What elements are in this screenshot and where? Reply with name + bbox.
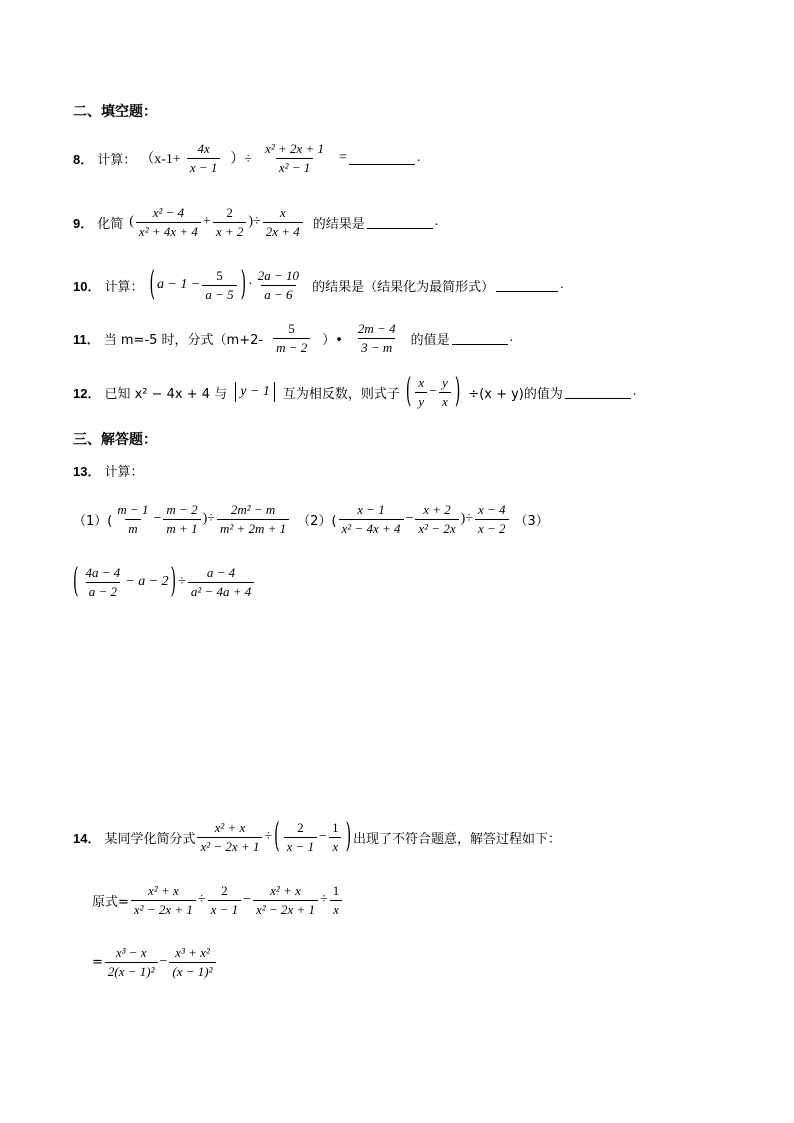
expr-text: )÷ (248, 214, 261, 229)
expr-text: 互为相反数，则式子 (282, 386, 400, 402)
fraction: $\frac{x}{2x + 4}$ (263, 204, 303, 241)
fraction: $\frac{y}{x}$ (439, 374, 451, 411)
fraction: $\frac{\text{x² − 4}}{\text{x² + 4x + 4}}$ (136, 204, 201, 241)
fraction: $\frac{1}{x}$ (329, 819, 342, 856)
expr-text: . (416, 150, 421, 165)
fraction: $\frac{4a - 4}{a - 2}$ (85, 564, 121, 599)
fraction: $\frac{\text{x² + x}}{\text{x² − 2x + 1}}$ (253, 882, 318, 919)
question-number: 9． (73, 215, 94, 231)
question-label: 计算： (104, 464, 144, 480)
fraction: $\frac{4x}{x - 1}$ (187, 140, 221, 177)
question-number: 11． (73, 331, 100, 347)
solution-label: = (92, 954, 103, 970)
answer-blank[interactable] (349, 163, 415, 165)
expr-text: . (509, 330, 514, 345)
question-tail: 的结果是 (312, 216, 365, 232)
question-tail: 的值是 (410, 332, 450, 348)
fraction: $\frac{2}{x - 1}$ (284, 819, 318, 856)
question-tail: 的结果是（结果化为最简形式） (312, 279, 495, 295)
part-label: （2）( (297, 513, 337, 529)
expr-text: + (202, 214, 211, 229)
fraction: $\frac{m - 2}{m + 1}$ (163, 501, 200, 538)
expr-text: ÷ (264, 829, 273, 844)
fraction: $\frac{2}{x + 2}$ (213, 204, 247, 241)
part-label: （1）( (73, 513, 113, 529)
fraction: $\frac{x - 1}{\text{x² − 4x + 4}}$ (339, 501, 404, 538)
fraction: $\frac{\text{2m² − m}}{\text{m² + 2m + 1}}$ (217, 501, 289, 538)
fraction: $\frac{2a - 10}{a - 6}$ (257, 267, 300, 302)
solution-label: 原式= (92, 894, 129, 910)
question-tail: ÷(x + y)的值为 (468, 386, 563, 402)
fraction: $\frac{1}{x}$ (330, 882, 343, 919)
question-label: 化简 (97, 216, 124, 232)
question-label: 某同学化简分式 (104, 831, 196, 847)
question-number: 14． (73, 830, 101, 846)
fraction: $\frac{x}{y}$ (415, 374, 427, 411)
answer-blank[interactable] (565, 397, 631, 399)
question-number: 10． (73, 278, 101, 294)
fraction: $\frac{2m - 4}{3 - m}$ (357, 320, 396, 355)
expr-text: . (632, 384, 637, 399)
answer-blank[interactable] (367, 227, 433, 229)
fraction: $\frac{x + 2}{\text{x² − 2x}}$ (415, 501, 458, 538)
expr-text: = (339, 150, 347, 165)
question-label: 计算： (97, 152, 137, 168)
question-number: 12． (73, 385, 101, 401)
expr-text: ）• (322, 332, 343, 348)
fraction: $\frac{\text{x² + x}}{\text{x² − 2x + 1}}$ (131, 882, 196, 919)
question-label: 当 m=-5 时，分式（m+2- (103, 332, 264, 348)
expr-text: − (429, 384, 438, 399)
part-label: （3） (514, 513, 549, 529)
question-label: 已知 x² − 4x + 4 与 (104, 386, 228, 402)
fraction: $\frac{\text{x³ + x²}}{\text{(x − 1)²}}$ (169, 944, 215, 981)
absolute-value: y − 1 (235, 382, 275, 402)
fraction: $\frac{2}{x - 1}$ (208, 882, 242, 919)
answer-blank[interactable] (452, 343, 508, 345)
expr-text: （x-1+ (140, 152, 181, 167)
question-number: 13． (73, 463, 101, 479)
expr-text: − (319, 829, 328, 844)
expr-text: )÷ (460, 511, 473, 526)
question-label: 计算： (104, 279, 144, 295)
expr-text: − a − 2 (125, 574, 169, 589)
expr-text: ÷ (320, 892, 328, 907)
fraction: $\frac{\text{x³ − x}}{\text{2(x − 1)²}}$ (105, 944, 158, 981)
expr-text: ÷ (178, 574, 186, 589)
expr-text: . (434, 214, 439, 229)
expr-text: · (248, 277, 253, 292)
question-number: 8． (73, 151, 94, 167)
answer-blank[interactable] (496, 290, 558, 292)
fraction: $\frac{\text{x² + x}}{\text{x² − 2x + 1}}$ (197, 819, 262, 856)
fraction: $\frac{a - 4}{\text{a² − 4a + 4}}$ (188, 564, 254, 601)
expr-text: . (560, 277, 564, 292)
expr-text: − (159, 954, 168, 969)
expr-text: − (243, 892, 252, 907)
expr-text: ）÷ (230, 152, 253, 167)
fraction: $\frac{\text{x² + 2x + 1}}{\text{x² − 1}}$ (265, 140, 325, 175)
fraction: $\frac{m - 1}{m}$ (117, 501, 149, 536)
fraction: $\frac{5}{a - 5}$ (202, 267, 236, 304)
expr-text: a − 1 − (156, 277, 201, 292)
expr-text: − (153, 511, 162, 526)
fraction: $\frac{x - 4}{x - 2}$ (475, 501, 509, 538)
expr-text: − (405, 511, 414, 526)
question-tail: 出现了不符合题意，解答过程如下： (353, 831, 562, 847)
fraction: $\frac{5}{m - 2}$ (273, 320, 310, 357)
expr-text: ÷ (197, 892, 206, 907)
expr-text: )÷ (202, 511, 215, 526)
